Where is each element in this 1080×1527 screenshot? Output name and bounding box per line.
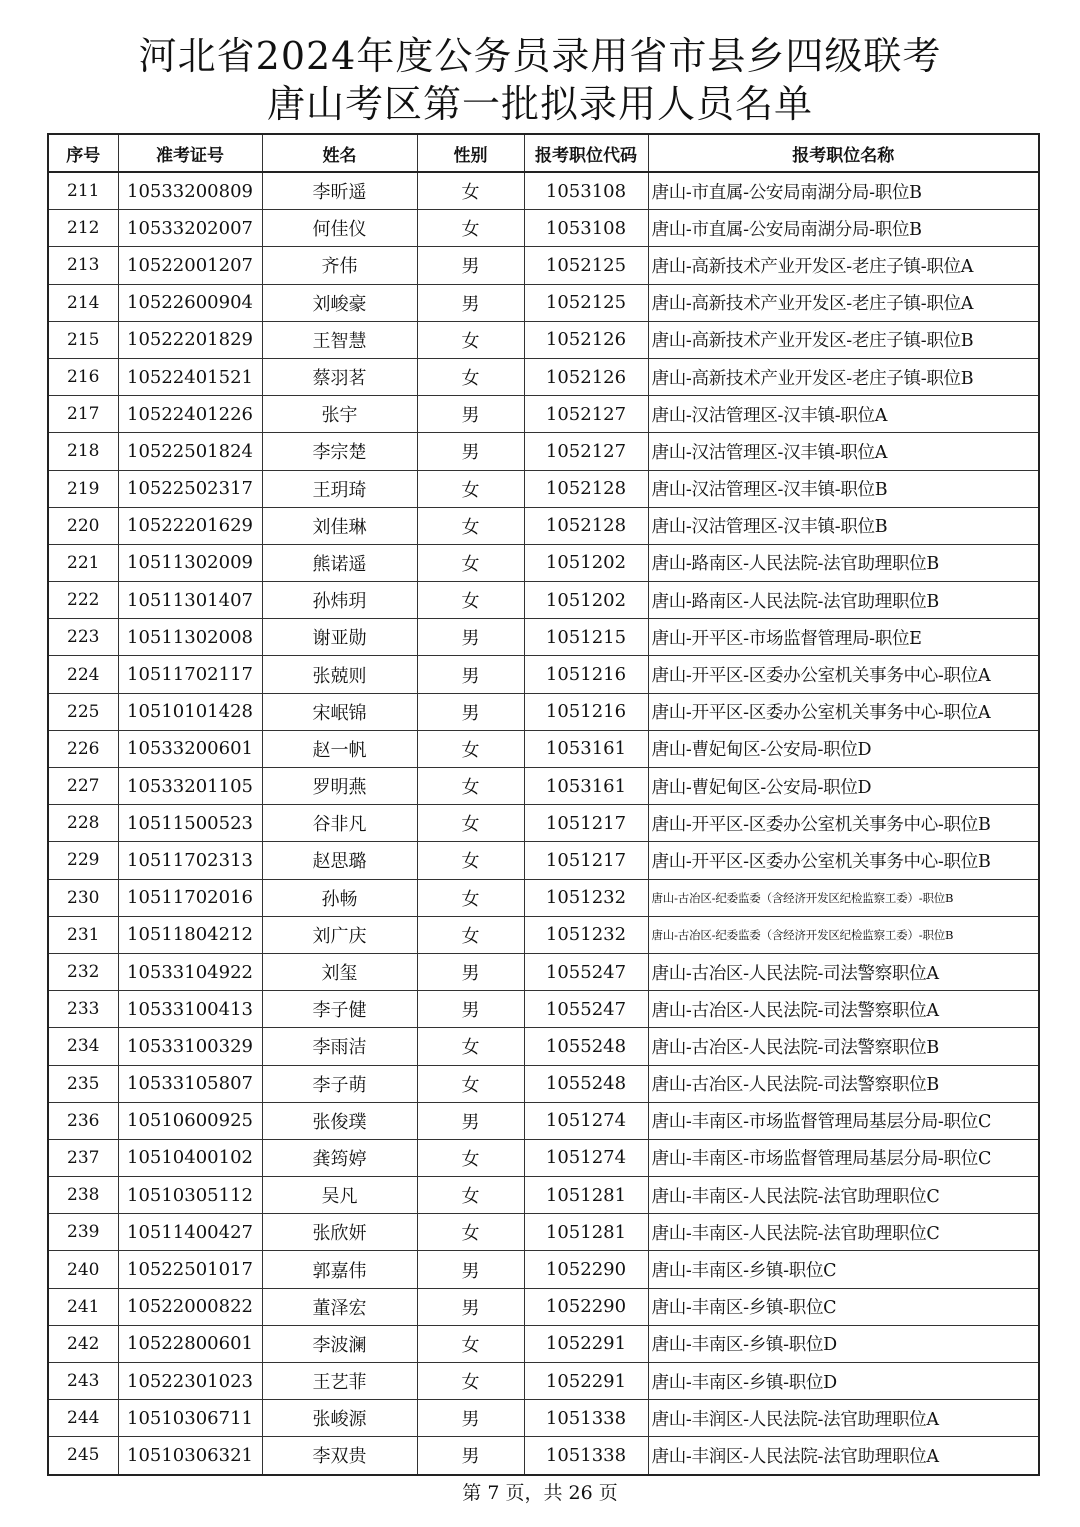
table-row bbox=[48, 1065, 1039, 1102]
cell-name: 董泽宏 bbox=[262, 1288, 417, 1325]
cell-exam-id: 10522401226 bbox=[118, 396, 262, 433]
cell-seq: 218 bbox=[48, 433, 118, 470]
column-header-position-title: 报考职位名称 bbox=[648, 134, 1039, 172]
cell-position-code: 1052126 bbox=[524, 321, 648, 358]
cell-gender: 女 bbox=[417, 544, 524, 581]
cell-exam-id: 10522201829 bbox=[118, 321, 262, 358]
cell-seq: 223 bbox=[48, 619, 118, 656]
table-row bbox=[48, 1214, 1039, 1251]
cell-gender: 女 bbox=[417, 210, 524, 247]
cell-seq: 236 bbox=[48, 1102, 118, 1139]
cell-seq: 229 bbox=[48, 842, 118, 879]
cell-position-title: 唐山-丰润区-人民法院-法官助理职位A bbox=[648, 1437, 1039, 1475]
cell-gender: 男 bbox=[417, 1437, 524, 1475]
cell-exam-id: 10522501017 bbox=[118, 1251, 262, 1288]
cell-name: 郭嘉伟 bbox=[262, 1251, 417, 1288]
cell-position-code: 1055247 bbox=[524, 991, 648, 1028]
cell-position-code: 1052291 bbox=[524, 1325, 648, 1362]
cell-position-code: 1052125 bbox=[524, 284, 648, 321]
cell-position-code: 1052126 bbox=[524, 358, 648, 395]
cell-seq: 226 bbox=[48, 730, 118, 767]
table-row bbox=[48, 470, 1039, 507]
cell-name: 谷非凡 bbox=[262, 805, 417, 842]
cell-exam-id: 10533104922 bbox=[118, 953, 262, 990]
cell-name: 李雨洁 bbox=[262, 1028, 417, 1065]
cell-gender: 女 bbox=[417, 768, 524, 805]
cell-exam-id: 10533202007 bbox=[118, 210, 262, 247]
cell-exam-id: 10511302009 bbox=[118, 544, 262, 581]
cell-name: 齐伟 bbox=[262, 247, 417, 284]
cell-exam-id: 10533200809 bbox=[118, 172, 262, 210]
cell-gender: 男 bbox=[417, 953, 524, 990]
cell-name: 李双贵 bbox=[262, 1437, 417, 1475]
cell-position-code: 1055247 bbox=[524, 953, 648, 990]
cell-position-title: 唐山-古冶区-人民法院-司法警察职位B bbox=[648, 1065, 1039, 1102]
cell-position-title: 唐山-丰南区-人民法院-法官助理职位C bbox=[648, 1214, 1039, 1251]
cell-exam-id: 10533201105 bbox=[118, 768, 262, 805]
cell-gender: 女 bbox=[417, 1065, 524, 1102]
cell-seq: 244 bbox=[48, 1400, 118, 1437]
cell-gender: 女 bbox=[417, 358, 524, 395]
cell-gender: 女 bbox=[417, 916, 524, 953]
cell-gender: 女 bbox=[417, 842, 524, 879]
table-row bbox=[48, 1400, 1039, 1437]
cell-position-code: 1051338 bbox=[524, 1400, 648, 1437]
cell-position-title: 唐山-路南区-人民法院-法官助理职位B bbox=[648, 582, 1039, 619]
cell-position-code: 1051217 bbox=[524, 805, 648, 842]
table-row bbox=[48, 1288, 1039, 1325]
cell-name: 孙炜玥 bbox=[262, 582, 417, 619]
cell-position-code: 1051232 bbox=[524, 879, 648, 916]
cell-exam-id: 10522401521 bbox=[118, 358, 262, 395]
cell-name: 罗明燕 bbox=[262, 768, 417, 805]
cell-position-code: 1051274 bbox=[524, 1139, 648, 1176]
cell-position-code: 1051281 bbox=[524, 1177, 648, 1214]
cell-position-title: 唐山-丰南区-乡镇-职位C bbox=[648, 1288, 1039, 1325]
cell-seq: 213 bbox=[48, 247, 118, 284]
document-title-line-1: 河北省2024年度公务员录用省市县乡四级联考 bbox=[138, 34, 942, 78]
cell-position-title: 唐山-高新技术产业开发区-老庄子镇-职位A bbox=[648, 284, 1039, 321]
cell-seq: 230 bbox=[48, 879, 118, 916]
cell-gender: 男 bbox=[417, 433, 524, 470]
candidate-table bbox=[47, 133, 1040, 1476]
cell-position-code: 1051274 bbox=[524, 1102, 648, 1139]
cell-exam-id: 10510306711 bbox=[118, 1400, 262, 1437]
cell-position-code: 1053161 bbox=[524, 730, 648, 767]
cell-seq: 232 bbox=[48, 953, 118, 990]
cell-name: 谢亚勋 bbox=[262, 619, 417, 656]
cell-name: 孙畅 bbox=[262, 879, 417, 916]
table-row bbox=[48, 396, 1039, 433]
table-row bbox=[48, 433, 1039, 470]
cell-position-code: 1052128 bbox=[524, 470, 648, 507]
table-row bbox=[48, 1437, 1039, 1475]
table-row bbox=[48, 544, 1039, 581]
table-row bbox=[48, 1363, 1039, 1400]
cell-exam-id: 10522501824 bbox=[118, 433, 262, 470]
table-header-row bbox=[48, 134, 1039, 172]
cell-name: 刘玺 bbox=[262, 953, 417, 990]
cell-position-code: 1052127 bbox=[524, 396, 648, 433]
cell-gender: 女 bbox=[417, 879, 524, 916]
cell-exam-id: 10510306321 bbox=[118, 1437, 262, 1475]
cell-position-code: 1051215 bbox=[524, 619, 648, 656]
page-number: 第 7 页，共 26 页 bbox=[462, 1482, 618, 1504]
cell-gender: 男 bbox=[417, 396, 524, 433]
cell-name: 张宇 bbox=[262, 396, 417, 433]
cell-exam-id: 10511302008 bbox=[118, 619, 262, 656]
cell-name: 李波澜 bbox=[262, 1325, 417, 1362]
cell-position-title: 唐山-开平区-市场监督管理局-职位E bbox=[648, 619, 1039, 656]
table-row bbox=[48, 768, 1039, 805]
cell-seq: 224 bbox=[48, 656, 118, 693]
cell-exam-id: 10511702313 bbox=[118, 842, 262, 879]
cell-position-title: 唐山-开平区-区委办公室机关事务中心-职位B bbox=[648, 805, 1039, 842]
cell-seq: 242 bbox=[48, 1325, 118, 1362]
cell-position-code: 1051202 bbox=[524, 544, 648, 581]
cell-seq: 231 bbox=[48, 916, 118, 953]
cell-position-code: 1053108 bbox=[524, 210, 648, 247]
cell-seq: 235 bbox=[48, 1065, 118, 1102]
cell-position-code: 1051202 bbox=[524, 582, 648, 619]
cell-exam-id: 10522000822 bbox=[118, 1288, 262, 1325]
cell-exam-id: 10511702117 bbox=[118, 656, 262, 693]
table-row bbox=[48, 730, 1039, 767]
cell-name: 张兢则 bbox=[262, 656, 417, 693]
cell-gender: 男 bbox=[417, 1400, 524, 1437]
cell-position-code: 1052290 bbox=[524, 1251, 648, 1288]
cell-name: 刘广庆 bbox=[262, 916, 417, 953]
cell-seq: 214 bbox=[48, 284, 118, 321]
cell-position-title: 唐山-开平区-区委办公室机关事务中心-职位A bbox=[648, 656, 1039, 693]
table-row bbox=[48, 991, 1039, 1028]
table-row bbox=[48, 172, 1039, 210]
cell-name: 李子健 bbox=[262, 991, 417, 1028]
cell-gender: 女 bbox=[417, 1325, 524, 1362]
column-header-name: 姓名 bbox=[262, 134, 417, 172]
cell-position-code: 1051217 bbox=[524, 842, 648, 879]
table-row bbox=[48, 1139, 1039, 1176]
column-header-exam-id: 准考证号 bbox=[118, 134, 262, 172]
cell-position-title: 唐山-高新技术产业开发区-老庄子镇-职位B bbox=[648, 321, 1039, 358]
cell-exam-id: 10511400427 bbox=[118, 1214, 262, 1251]
cell-exam-id: 10522301023 bbox=[118, 1363, 262, 1400]
cell-seq: 215 bbox=[48, 321, 118, 358]
table-row bbox=[48, 1102, 1039, 1139]
cell-position-code: 1051232 bbox=[524, 916, 648, 953]
table-row bbox=[48, 953, 1039, 990]
table-row bbox=[48, 247, 1039, 284]
cell-exam-id: 10533200601 bbox=[118, 730, 262, 767]
cell-position-title: 唐山-汉沽管理区-汉丰镇-职位A bbox=[648, 433, 1039, 470]
table-row bbox=[48, 693, 1039, 730]
cell-name: 蔡羽茗 bbox=[262, 358, 417, 395]
cell-gender: 男 bbox=[417, 1102, 524, 1139]
cell-exam-id: 10533105807 bbox=[118, 1065, 262, 1102]
cell-position-title: 唐山-路南区-人民法院-法官助理职位B bbox=[648, 544, 1039, 581]
cell-seq: 211 bbox=[48, 172, 118, 210]
cell-position-title: 唐山-古冶区-人民法院-司法警察职位B bbox=[648, 1028, 1039, 1065]
cell-gender: 女 bbox=[417, 172, 524, 210]
cell-seq: 228 bbox=[48, 805, 118, 842]
cell-position-title: 唐山-古冶区-纪委监委（含经济开发区纪检监察工委）-职位B bbox=[648, 916, 1039, 953]
cell-position-code: 1052291 bbox=[524, 1363, 648, 1400]
cell-gender: 男 bbox=[417, 1288, 524, 1325]
cell-position-title: 唐山-丰南区-市场监督管理局基层分局-职位C bbox=[648, 1102, 1039, 1139]
cell-name: 赵思璐 bbox=[262, 842, 417, 879]
cell-exam-id: 10511301407 bbox=[118, 582, 262, 619]
cell-name: 王智慧 bbox=[262, 321, 417, 358]
cell-exam-id: 10533100413 bbox=[118, 991, 262, 1028]
cell-position-title: 唐山-开平区-区委办公室机关事务中心-职位B bbox=[648, 842, 1039, 879]
cell-position-title: 唐山-丰南区-乡镇-职位C bbox=[648, 1251, 1039, 1288]
cell-gender: 女 bbox=[417, 507, 524, 544]
cell-seq: 241 bbox=[48, 1288, 118, 1325]
cell-gender: 男 bbox=[417, 284, 524, 321]
cell-name: 李子萌 bbox=[262, 1065, 417, 1102]
cell-gender: 男 bbox=[417, 1251, 524, 1288]
table-row bbox=[48, 1028, 1039, 1065]
cell-gender: 女 bbox=[417, 1139, 524, 1176]
cell-position-title: 唐山-高新技术产业开发区-老庄子镇-职位B bbox=[648, 358, 1039, 395]
cell-position-code: 1051281 bbox=[524, 1214, 648, 1251]
cell-position-title: 唐山-丰南区-乡镇-职位D bbox=[648, 1325, 1039, 1362]
cell-gender: 男 bbox=[417, 693, 524, 730]
cell-gender: 女 bbox=[417, 805, 524, 842]
cell-seq: 212 bbox=[48, 210, 118, 247]
column-header-position-code: 报考职位代码 bbox=[524, 134, 648, 172]
cell-position-title: 唐山-开平区-区委办公室机关事务中心-职位A bbox=[648, 693, 1039, 730]
cell-name: 李昕遥 bbox=[262, 172, 417, 210]
cell-position-title: 唐山-古冶区-人民法院-司法警察职位A bbox=[648, 991, 1039, 1028]
cell-seq: 220 bbox=[48, 507, 118, 544]
cell-exam-id: 10511500523 bbox=[118, 805, 262, 842]
column-header-gender: 性别 bbox=[417, 134, 524, 172]
cell-position-title: 唐山-曹妃甸区-公安局-职位D bbox=[648, 730, 1039, 767]
cell-exam-id: 10511702016 bbox=[118, 879, 262, 916]
table-row bbox=[48, 358, 1039, 395]
cell-position-code: 1053161 bbox=[524, 768, 648, 805]
table-row bbox=[48, 842, 1039, 879]
cell-position-title: 唐山-高新技术产业开发区-老庄子镇-职位A bbox=[648, 247, 1039, 284]
cell-exam-id: 10522001207 bbox=[118, 247, 262, 284]
cell-name: 何佳仪 bbox=[262, 210, 417, 247]
cell-position-title: 唐山-汉沽管理区-汉丰镇-职位B bbox=[648, 507, 1039, 544]
cell-seq: 219 bbox=[48, 470, 118, 507]
cell-position-code: 1055248 bbox=[524, 1065, 648, 1102]
table-row bbox=[48, 656, 1039, 693]
table-row bbox=[48, 210, 1039, 247]
cell-exam-id: 10510305112 bbox=[118, 1177, 262, 1214]
cell-gender: 男 bbox=[417, 247, 524, 284]
cell-seq: 245 bbox=[48, 1437, 118, 1475]
cell-seq: 240 bbox=[48, 1251, 118, 1288]
table-row bbox=[48, 1251, 1039, 1288]
table-row bbox=[48, 582, 1039, 619]
table-row bbox=[48, 284, 1039, 321]
cell-name: 熊诺遥 bbox=[262, 544, 417, 581]
cell-gender: 女 bbox=[417, 321, 524, 358]
cell-position-title: 唐山-丰润区-人民法院-法官助理职位A bbox=[648, 1400, 1039, 1437]
cell-position-title: 唐山-汉沽管理区-汉丰镇-职位A bbox=[648, 396, 1039, 433]
cell-position-code: 1052290 bbox=[524, 1288, 648, 1325]
cell-position-title: 唐山-曹妃甸区-公安局-职位D bbox=[648, 768, 1039, 805]
cell-position-code: 1051338 bbox=[524, 1437, 648, 1475]
cell-position-code: 1053108 bbox=[524, 172, 648, 210]
cell-name: 宋岷锦 bbox=[262, 693, 417, 730]
cell-seq: 237 bbox=[48, 1139, 118, 1176]
cell-seq: 238 bbox=[48, 1177, 118, 1214]
cell-gender: 女 bbox=[417, 1177, 524, 1214]
cell-seq: 243 bbox=[48, 1363, 118, 1400]
cell-exam-id: 10522502317 bbox=[118, 470, 262, 507]
table-row bbox=[48, 1177, 1039, 1214]
cell-gender: 女 bbox=[417, 1028, 524, 1065]
cell-position-title: 唐山-市直属-公安局南湖分局-职位B bbox=[648, 210, 1039, 247]
table-body bbox=[48, 172, 1039, 1475]
cell-gender: 男 bbox=[417, 991, 524, 1028]
cell-name: 吴凡 bbox=[262, 1177, 417, 1214]
cell-gender: 女 bbox=[417, 1214, 524, 1251]
cell-seq: 216 bbox=[48, 358, 118, 395]
cell-seq: 217 bbox=[48, 396, 118, 433]
cell-seq: 221 bbox=[48, 544, 118, 581]
column-header-seq: 序号 bbox=[48, 134, 118, 172]
cell-exam-id: 10522600904 bbox=[118, 284, 262, 321]
cell-exam-id: 10522201629 bbox=[118, 507, 262, 544]
cell-name: 张欣妍 bbox=[262, 1214, 417, 1251]
cell-exam-id: 10511804212 bbox=[118, 916, 262, 953]
cell-name: 刘峻豪 bbox=[262, 284, 417, 321]
cell-position-title: 唐山-市直属-公安局南湖分局-职位B bbox=[648, 172, 1039, 210]
cell-name: 张俊璞 bbox=[262, 1102, 417, 1139]
table-row bbox=[48, 879, 1039, 916]
cell-seq: 233 bbox=[48, 991, 118, 1028]
cell-seq: 222 bbox=[48, 582, 118, 619]
cell-exam-id: 10510600925 bbox=[118, 1102, 262, 1139]
cell-gender: 女 bbox=[417, 582, 524, 619]
cell-position-code: 1052125 bbox=[524, 247, 648, 284]
cell-name: 李宗楚 bbox=[262, 433, 417, 470]
cell-position-title: 唐山-古冶区-人民法院-司法警察职位A bbox=[648, 953, 1039, 990]
table-row bbox=[48, 507, 1039, 544]
cell-seq: 225 bbox=[48, 693, 118, 730]
cell-position-code: 1052127 bbox=[524, 433, 648, 470]
cell-position-title: 唐山-丰南区-市场监督管理局基层分局-职位C bbox=[648, 1139, 1039, 1176]
cell-position-title: 唐山-古冶区-纪委监委（含经济开发区纪检监察工委）-职位B bbox=[648, 879, 1039, 916]
cell-name: 王玥琦 bbox=[262, 470, 417, 507]
cell-exam-id: 10533100329 bbox=[118, 1028, 262, 1065]
table-row bbox=[48, 805, 1039, 842]
cell-gender: 男 bbox=[417, 619, 524, 656]
cell-position-code: 1055248 bbox=[524, 1028, 648, 1065]
table-row bbox=[48, 619, 1039, 656]
table-row bbox=[48, 321, 1039, 358]
cell-name: 张峻源 bbox=[262, 1400, 417, 1437]
cell-seq: 239 bbox=[48, 1214, 118, 1251]
cell-position-title: 唐山-丰南区-人民法院-法官助理职位C bbox=[648, 1177, 1039, 1214]
cell-name: 赵一帆 bbox=[262, 730, 417, 767]
cell-seq: 227 bbox=[48, 768, 118, 805]
table-row bbox=[48, 916, 1039, 953]
cell-gender: 女 bbox=[417, 1363, 524, 1400]
cell-position-code: 1051216 bbox=[524, 693, 648, 730]
table-row bbox=[48, 1325, 1039, 1362]
document-title-line-2: 唐山考区第一批拟录用人员名单 bbox=[266, 82, 813, 126]
cell-name: 刘佳琳 bbox=[262, 507, 417, 544]
cell-gender: 男 bbox=[417, 656, 524, 693]
cell-exam-id: 10510400102 bbox=[118, 1139, 262, 1176]
cell-name: 王艺菲 bbox=[262, 1363, 417, 1400]
cell-position-title: 唐山-汉沽管理区-汉丰镇-职位B bbox=[648, 470, 1039, 507]
cell-exam-id: 10522800601 bbox=[118, 1325, 262, 1362]
cell-position-code: 1052128 bbox=[524, 507, 648, 544]
cell-position-title: 唐山-丰南区-乡镇-职位D bbox=[648, 1363, 1039, 1400]
cell-seq: 234 bbox=[48, 1028, 118, 1065]
cell-gender: 女 bbox=[417, 730, 524, 767]
cell-exam-id: 10510101428 bbox=[118, 693, 262, 730]
cell-name: 龚筠婷 bbox=[262, 1139, 417, 1176]
cell-gender: 女 bbox=[417, 470, 524, 507]
cell-position-code: 1051216 bbox=[524, 656, 648, 693]
